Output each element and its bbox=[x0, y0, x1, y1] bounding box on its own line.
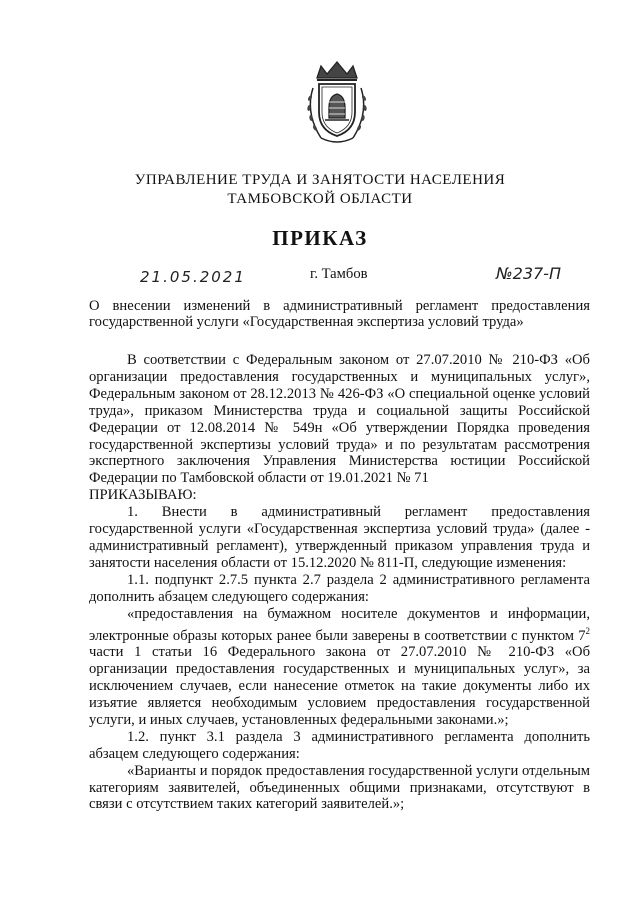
document-subject: О внесении изменений в административный регламент предоставления государственной услуги «Государственная экспертиза условий труда» bbox=[89, 298, 590, 330]
quoted-amendment-1 bbox=[89, 606, 590, 729]
document-title: ПРИКАЗ bbox=[272, 226, 368, 250]
handwritten-date: 21.05.2021 bbox=[140, 268, 246, 286]
item-1-paragraph: 1. Внести в административный регламент предоставления государственной услуги «Государственная экспертиза условий труда» (далее - административный регламент), утвержденный приказом управления труда и занятости населения области от 15.12.2020 № 811-П, следующие изменения: bbox=[89, 504, 590, 571]
quoted-amendment-2: «Варианты и порядок предоставления государственной услуги отдельным категориям заявителей, объединенных общими признаками, отсутствуют в связи с отсутствием таких категорий заявителей.»; bbox=[89, 762, 590, 813]
organization-name-line2: ТАМБОВСКОЙ ОБЛАСТИ bbox=[227, 191, 413, 207]
document-body bbox=[89, 352, 590, 813]
item-1-1-paragraph: 1.1. подпункт 2.7.5 пункта 2.7 раздела 2 административного регламента дополнить абзацем следующего содержания: bbox=[89, 571, 590, 605]
quoted-amendment-1-part-a: «предоставления на бумажном носителе документов и информации, электронные образы которых ранее были заверены в соответствии с пунктом 7 bbox=[89, 605, 590, 644]
coat-of-arms-emblem bbox=[303, 58, 371, 146]
preamble-paragraph: В соответствии с Федеральным законом от 27.07.2010 № 210-ФЗ «Об организации предоставления государственных и муниципальных услуг», Федеральным законом от 28.12.2013 № 426-ФЗ «О специальной оценке условий труда», приказом Министерства труда и социальной защиты Российской Федерации от 12.08.2014 № 549н «Об утверждении Порядка проведения государственной экспертизы условий труда» и по результатам рассмотрения экспертного заключения Управления Министерства юстиции Российской Федерации по Тамбовской области от 19.01.2021 № 71 bbox=[89, 352, 590, 487]
city-name: г. Тамбов bbox=[310, 266, 368, 282]
item-1-2-paragraph: 1.2. пункт 3.1 раздела 3 административного регламента дополнить абзацем следующего содержания: bbox=[89, 728, 590, 762]
superscript: 2 bbox=[585, 625, 590, 636]
quoted-amendment-1-part-b: части 1 статьи 16 Федерального закона от 27.07.2010 № 210-ФЗ «Об организации предоставления государственных и муниципальных услуг», за исключением случаев, если нанесение отметок на такие документы либо их изъятие является необходимым условием предоставления государственной услуги, и иных случаев, установленных федеральными законами.»; bbox=[89, 644, 590, 728]
organization-name-line1: УПРАВЛЕНИЕ ТРУДА И ЗАНЯТОСТИ НАСЕЛЕНИЯ bbox=[134, 172, 506, 188]
order-keyword: ПРИКАЗЫВАЮ: bbox=[89, 487, 197, 504]
handwritten-order-number: №237-П bbox=[496, 264, 561, 283]
